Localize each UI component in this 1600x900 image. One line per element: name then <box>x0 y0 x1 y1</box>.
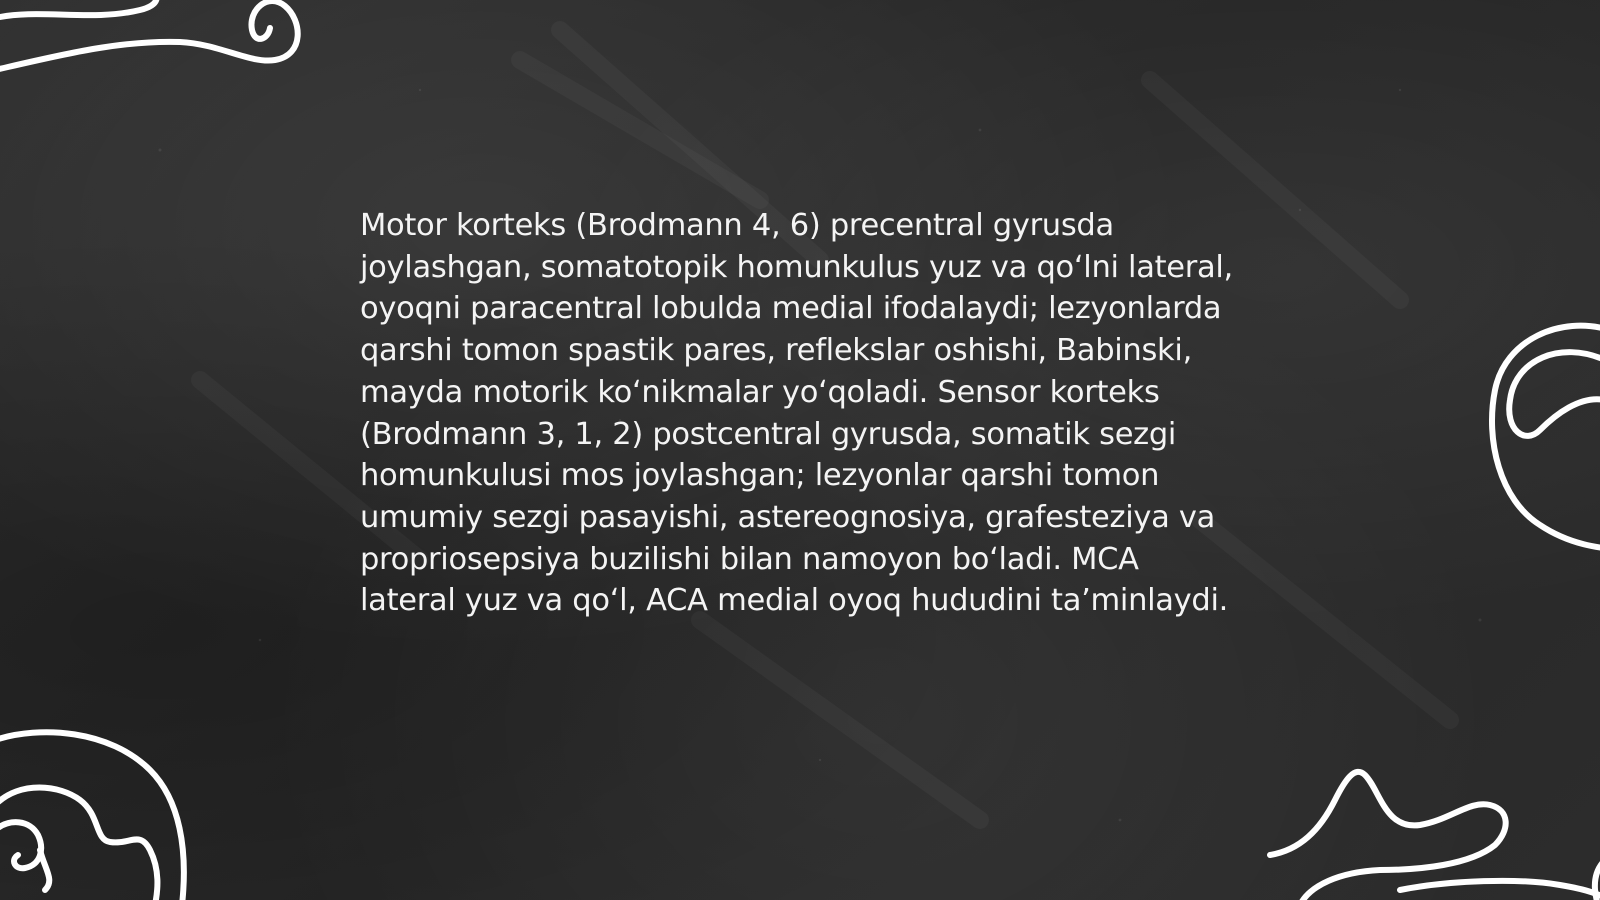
slide-body-text: Motor korteks (Brodmann 4, 6) precentral gyrusda joylashgan, somatotopik homunkulus yuz va qo‘lni lateral, oyoqni paracentral lobulda medial ifodalaydi; lezyonlarda qarshi tomon spastik pares, reflekslar oshishi, Babinski, mayda motorik ko‘nikmalar yo‘qoladi. Sensor korteks (Brodmann 3, 1, 2) postcentral gyrusda, somatik sezgi homunkulusi mos joylashgan; lezyonlar qarshi tomon umumiy sezgi pasayishi, astereognosiya, grafesteziya va propriosepsiya buzilishi bilan namoyon bo‘ladi. MCA lateral yuz va qo‘l, ACA medial oyoq hududini ta’minlaydi. <box>360 208 1233 619</box>
